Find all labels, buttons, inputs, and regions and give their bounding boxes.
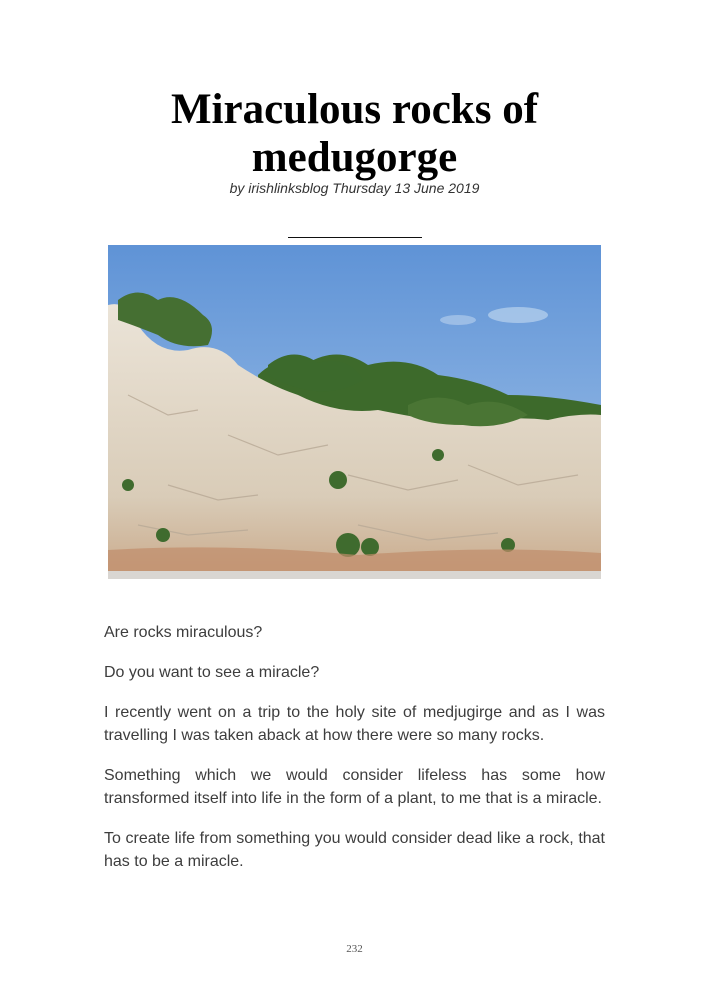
page-number: 232: [346, 943, 363, 955]
paragraph-2: Do you want to see a miracle?: [104, 664, 320, 681]
paragraph-1: Are rocks miraculous?: [104, 624, 263, 641]
title-divider: [288, 237, 422, 238]
paragraph-3: I recently went on a trip to the holy site of medjugirge and as I was travelling I was taken aback at how there were so many rocks.: [104, 704, 605, 744]
paragraph-5: To create life from something you would consider dead like a rock, that has to be a miracle.: [104, 830, 605, 870]
title-line-1: Miraculous rocks of: [170, 86, 539, 133]
rock-hillside-illustration: [108, 245, 601, 579]
article-body: [104, 621, 605, 890]
article-byline: by irishlinksblog Thursday 13 June 2019: [229, 180, 480, 196]
rock-hillside-photo: [108, 245, 601, 579]
article-title: [0, 86, 709, 182]
title-line-2: medugorge: [251, 134, 458, 181]
paragraph-4: Something which we would consider lifeless has some how transformed itself into life in the form of a plant, to me that is a miracle.: [104, 767, 605, 807]
